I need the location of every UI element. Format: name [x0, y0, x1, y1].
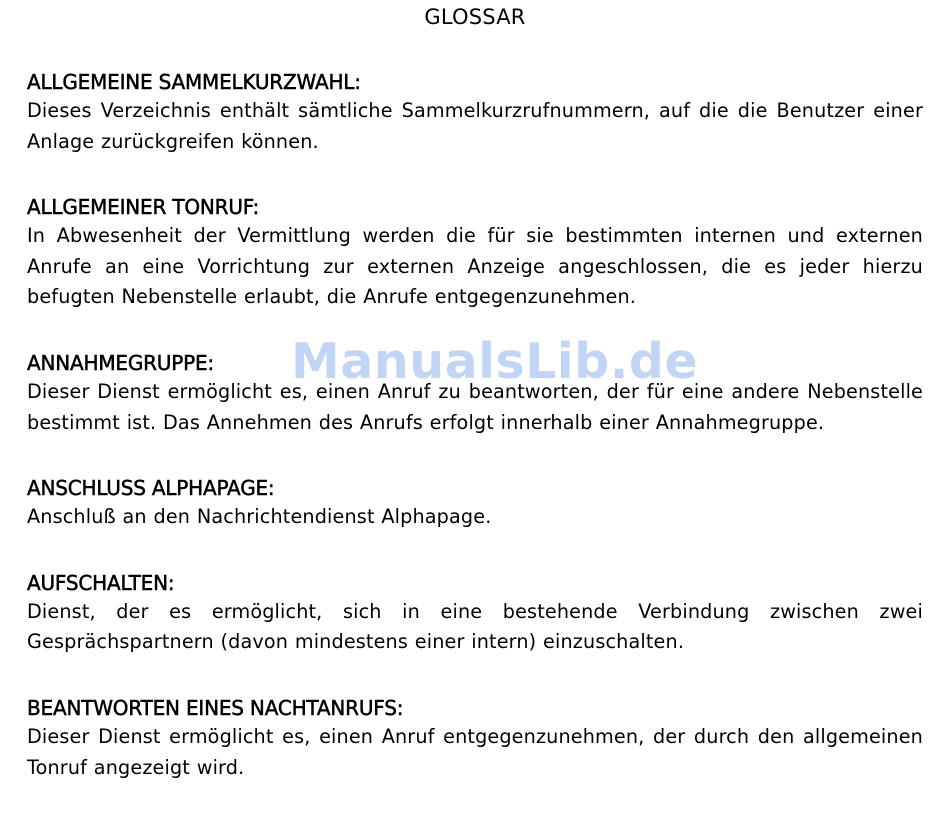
glossary-term: ANSCHLUSS ALPHAPAGE: [27, 476, 275, 501]
glossary-term: BEANTWORTEN EINES NACHTANRUFS: [27, 695, 404, 720]
glossary-definition: Dieser Dienst ermöglicht es, einen Anruf zu beantworten, der für eine andere Nebenstelle bestimmt ist. Das Annehmen des Anrufs erfolgt innerhalb einer Annahmegruppe. [27, 379, 923, 434]
glossary-entry [27, 68, 923, 157]
glossary-entry [27, 474, 923, 533]
page-title: GLOSSAR [424, 5, 526, 29]
glossary-term: ALLGEMEINER TONRUF: [27, 195, 260, 220]
glossary-entry [27, 569, 923, 658]
glossary-entry [27, 349, 923, 438]
glossary-term: ANNAHMEGRUPPE: [27, 350, 214, 375]
watermark: ManualsLib.de [291, 333, 699, 390]
glossary-definition: Anschluß an den Nachrichtendienst Alphapage. [27, 505, 492, 529]
glossary-term: ALLGEMEINE SAMMELKURZWAHL: [27, 70, 361, 94]
glossary-definition: Dieses Verzeichnis enthält sämtliche Sammelkurzrufnummern, auf die die Benutzer einer Anlage zurückgreifen können. [27, 99, 923, 153]
glossary-entry [27, 694, 923, 783]
glossary-term: AUFSCHALTEN: [27, 570, 175, 595]
glossary-definition: Dieser Dienst ermöglicht es, einen Anruf entgegenzunehmen, der durch den allgemeinen Tonruf angezeigt wird. [27, 724, 923, 779]
glossary-definition: Dienst, der es ermöglicht, sich in eine bestehende Verbindung zwischen zwei Gesprächspartnern (davon mindestens einer intern) einzuschalten. [27, 599, 923, 654]
glossary-definition: In Abwesenheit der Vermittlung werden die für sie bestimmten internen und externen Anrufe an eine Vorrichtung zur externen Anzeige angeschlossen, die es jeder hierzu befugten Nebenstelle erlaubt, die Anrufe entgegenzunehmen. [27, 224, 923, 309]
glossary-page [27, 0, 923, 783]
glossary-entry [27, 193, 923, 313]
